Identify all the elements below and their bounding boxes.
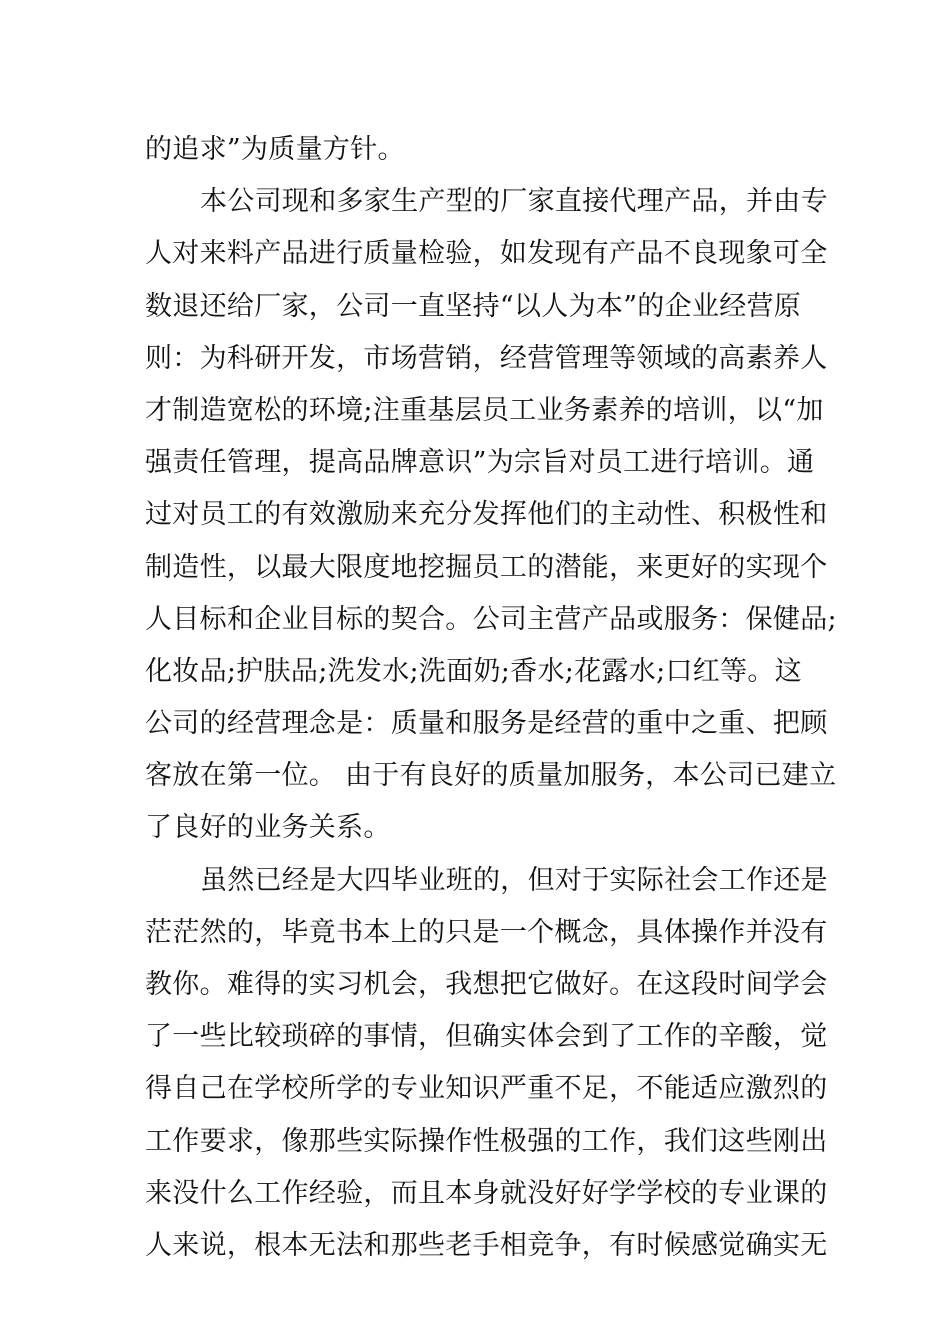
text-line: 人对来料产品进行质量检验，如发现有产品不良现象可全 [145,238,828,270]
text-line: 虽然已经是大四毕业班的，但对于实际社会工作还是 [200,864,828,896]
text-line: 得自己在学校所学的专业知识严重不足，不能适应激烈的 [145,1073,828,1105]
text-line: 人目标和企业目标的契合。公司主营产品或服务：保健品; [145,603,837,635]
text-line: 的追求”为质量方针。 [145,134,405,165]
text-line: 客放在第一位。 由于有良好的质量加服务，本公司已建立 [145,760,837,792]
text-line: 茫茫然的，毕竟书本上的只是一个概念，具体操作并没有 [145,916,828,948]
text-line: 公司的经营理念是：质量和服务是经营的重中之重、把顾 [145,708,828,740]
text-line: 则：为科研开发，市场营销，经营管理等领域的高素养人 [145,342,828,374]
document-body [145,124,837,1272]
text-line: 强责任管理，提高品牌意识”为宗旨对员工进行培训。通 [145,447,815,479]
text-line: 才制造宽松的环境;注重基层员工业务素养的培训，以“加 [145,394,824,426]
text-line: 本公司现和多家生产型的厂家直接代理产品，并由专 [200,186,828,218]
text-line: 化妆品;护肤品;洗发水;洗面奶;香水;花露水;口红等。这 [145,655,802,687]
text-line: 了良好的业务关系。 [145,812,391,844]
text-line: 了一些比较琐碎的事情，但确实体会到了工作的辛酸，觉 [145,1021,828,1053]
text-line: 数退还给厂家，公司一直坚持“以人为本”的企业经营原 [145,290,802,322]
text-line: 工作要求，像那些实际操作性极强的工作，我们这些刚出 [145,1125,828,1157]
text-line: 来没什么工作经验，而且本身就没好好学学校的专业课的 [145,1177,828,1209]
text-line: 制造性，以最大限度地挖掘员工的潜能，来更好的实现个 [145,551,828,583]
text-line: 过对员工的有效激励来充分发挥他们的主动性、积极性和 [145,499,828,531]
text-line: 教你。难得的实习机会，我想把它做好。在这段时间学会 [145,969,828,1000]
text-line: 人来说，根本无法和那些老手相竞争，有时候感觉确实无 [145,1229,828,1261]
